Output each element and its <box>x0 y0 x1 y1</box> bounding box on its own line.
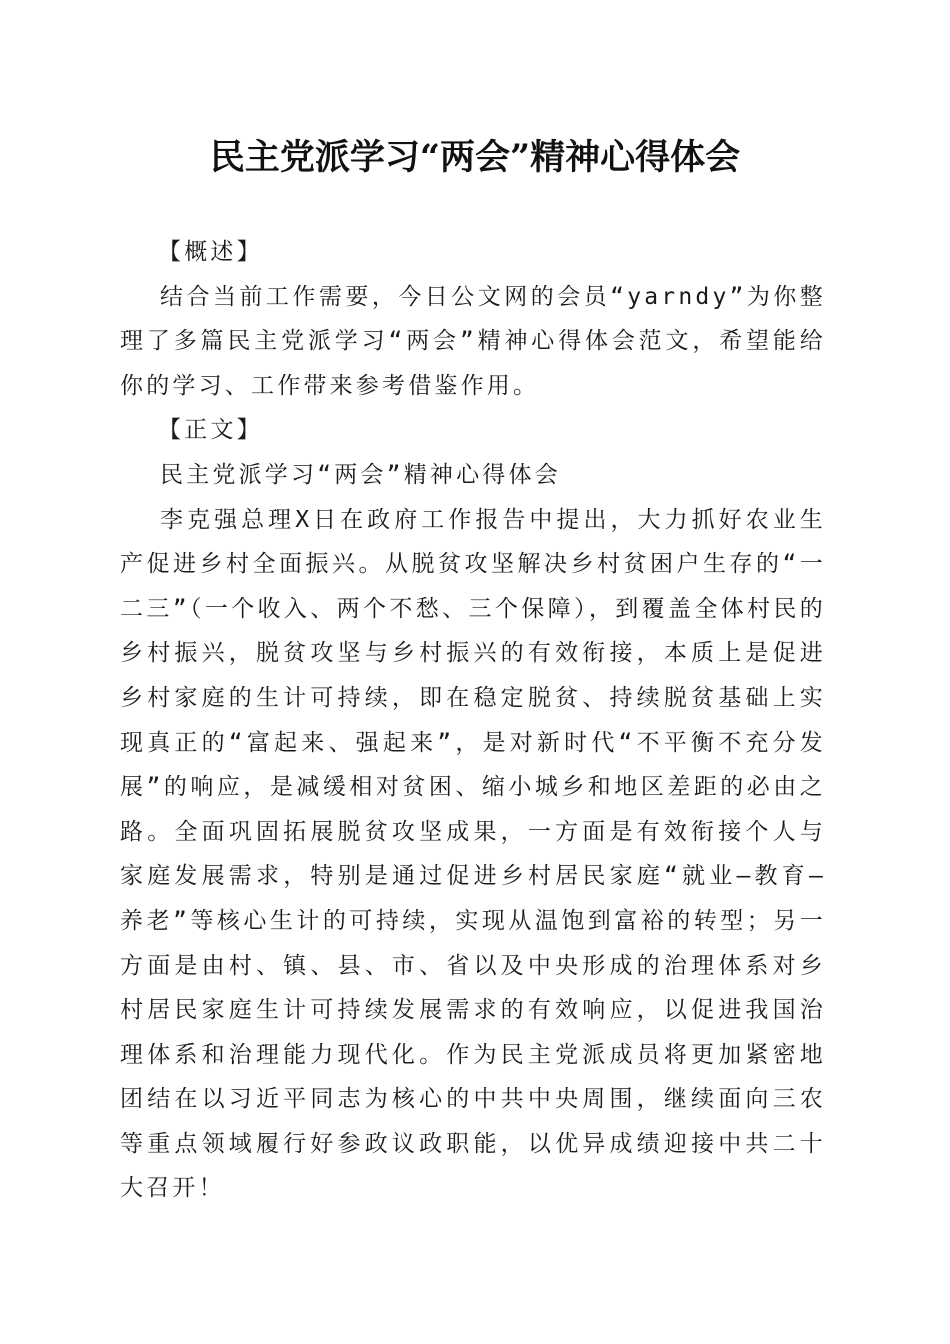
main-heading: 【正文】 <box>158 417 263 444</box>
overview-heading: 【概述】 <box>158 239 263 265</box>
article-title: 民主党派学习“两会”精神心得体会 <box>160 461 561 488</box>
document-body <box>120 230 826 1211</box>
overview-paragraph: 结合当前工作需要，今日公文网的会员“yarndy”为你整理了多篇民主党派学习“两会”精神心得体会范文，希望能给你的学习、工作带来参考借鉴作用。 <box>120 283 826 399</box>
document-title: 民主党派学习“两会”精神心得体会 <box>209 137 741 178</box>
article-paragraph: 李克强总理X日在政府工作报告中提出，大力抓好农业生产促进乡村全面振兴。从脱贫攻坚解决乡村贫困户生存的“一二三”（一个收入、两个不愁、三个保障），到覆盖全体村民的乡村振兴，脱贫攻坚与乡村振兴的有效衔接，本质上是促进乡村家庭的生计可持续，即在稳定脱贫、持续脱贫基础上实现真正的“富起来、强起来”，是对新时代“不平衡不充分发展”的响应，是减缓相对贫困、缩小城乡和地区差距的必由之路。全面巩固拓展脱贫攻坚成果，一方面是有效衔接个人与家庭发展需求，特别是通过促进乡村居民家庭“就业—教育—养老”等核心生计的可持续，实现从温饱到富裕的转型；另一方面是由村、镇、县、市、省以及中央形成的治理体系对乡村居民家庭生计可持续发展需求的有效响应，以促进我国治理体系和治理能力现代化。作为民主党派成员将更加紧密地团结在以习近平同志为核心的中共中央周围，继续面向三农等重点领域履行好参政议政职能，以优异成绩迎接中共二十大召开！ <box>120 506 826 1202</box>
